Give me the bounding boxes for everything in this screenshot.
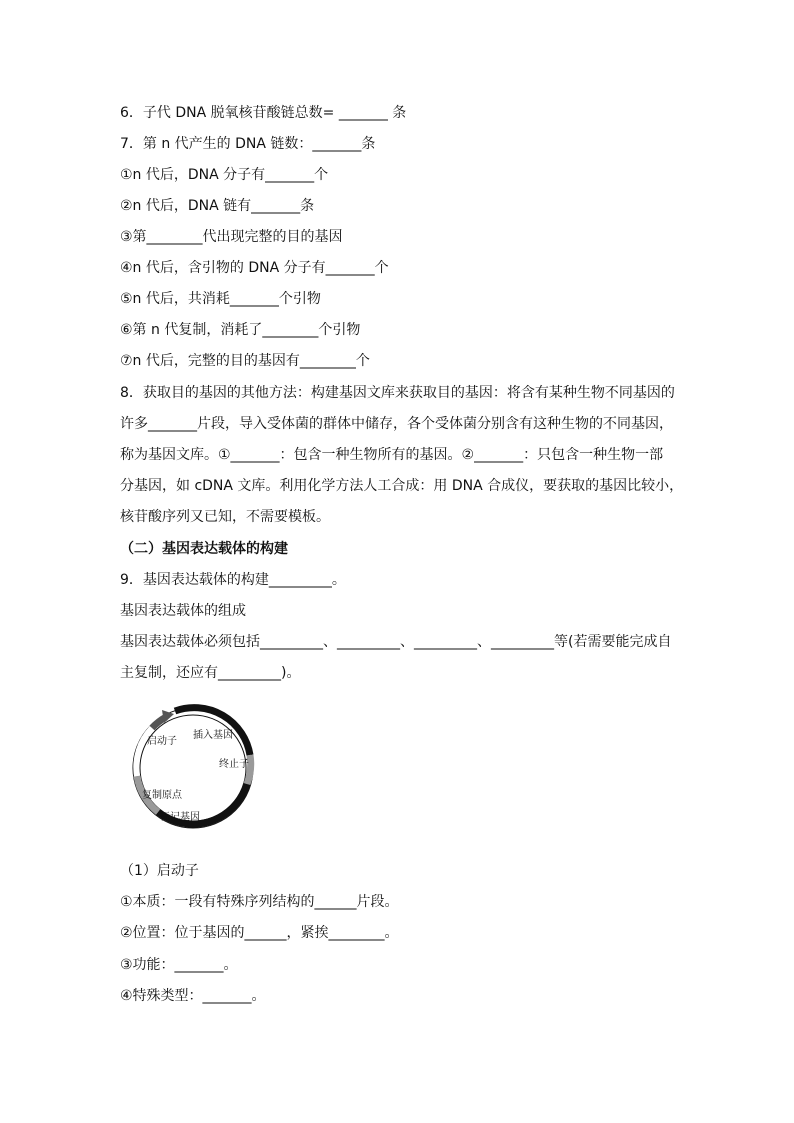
label-terminator: 终止子 (219, 759, 249, 770)
question-8-line-3: 称为基因文库。①_______：包含一种生物所有的基因。②_______：只包含一种生物一部 (120, 447, 664, 463)
question-8-line-1: 8．获取目的基因的其他方法：构建基因文库来获取目的基因：将含有某种生物不同基因的 (120, 385, 675, 401)
promoter-q4: ④特殊类型：_______。 (120, 988, 266, 1004)
components-line-2: 主复制，还应有_________)。 (120, 665, 301, 681)
sub-item-3: ③第________代出现完整的目的基因 (120, 229, 343, 245)
plasmid-diagram (118, 700, 270, 830)
label-insert-gene: 插入基因 (193, 730, 233, 741)
sub-item-4: ④n 代后，含引物的 DNA 分子有_______个 (120, 260, 389, 276)
question-6: 6．子代 DNA 脱氧核苷酸链总数= _______ 条 (120, 105, 407, 121)
promoter-q1: ①本质：一段有特殊序列结构的______片段。 (120, 894, 399, 910)
sub-item-1: ①n 代后，DNA 分子有_______个 (120, 167, 329, 183)
section-heading: （二）基因表达载体的构建 (120, 541, 288, 557)
sub-item-7: ⑦n 代后，完整的目的基因有________个 (120, 353, 370, 369)
label-promoter: 启动子 (147, 736, 177, 747)
label-origin: 复制原点 (142, 790, 182, 801)
sub-item-5: ⑤n 代后，共消耗_______个引物 (120, 291, 321, 307)
question-7: 7．第 n 代产生的 DNA 链数：_______条 (120, 136, 376, 152)
promoter-q2: ②位置：位于基因的______，紧挨________。 (120, 925, 399, 941)
subsection-promoter: （1）启动子 (120, 863, 199, 879)
label-marker-gene: 标记基因 (160, 812, 200, 823)
sub-item-2: ②n 代后，DNA 链有_______条 (120, 198, 315, 214)
promoter-q3: ③功能：_______。 (120, 957, 238, 973)
components-line-1: 基因表达载体必须包括_________、_________、_________、_________等(若需要能完成自 (120, 634, 672, 650)
question-8-line-2: 许多_______片段，导入受体菌的群体中储存，各个受体菌分别含有这种生物的不同基因， (120, 416, 673, 432)
question-8-line-5: 核苷酸序列又已知，不需要模板。 (120, 509, 330, 525)
components-heading: 基因表达载体的组成 (120, 603, 246, 619)
sub-item-6: ⑥第 n 代复制，消耗了________个引物 (120, 322, 361, 338)
question-9: 9．基因表达载体的构建_________。 (120, 572, 346, 588)
question-8-line-4: 分基因，如 cDNA 文库。利用化学方法人工合成：用 DNA 合成仪，要获取的基因比较小， (120, 478, 684, 494)
